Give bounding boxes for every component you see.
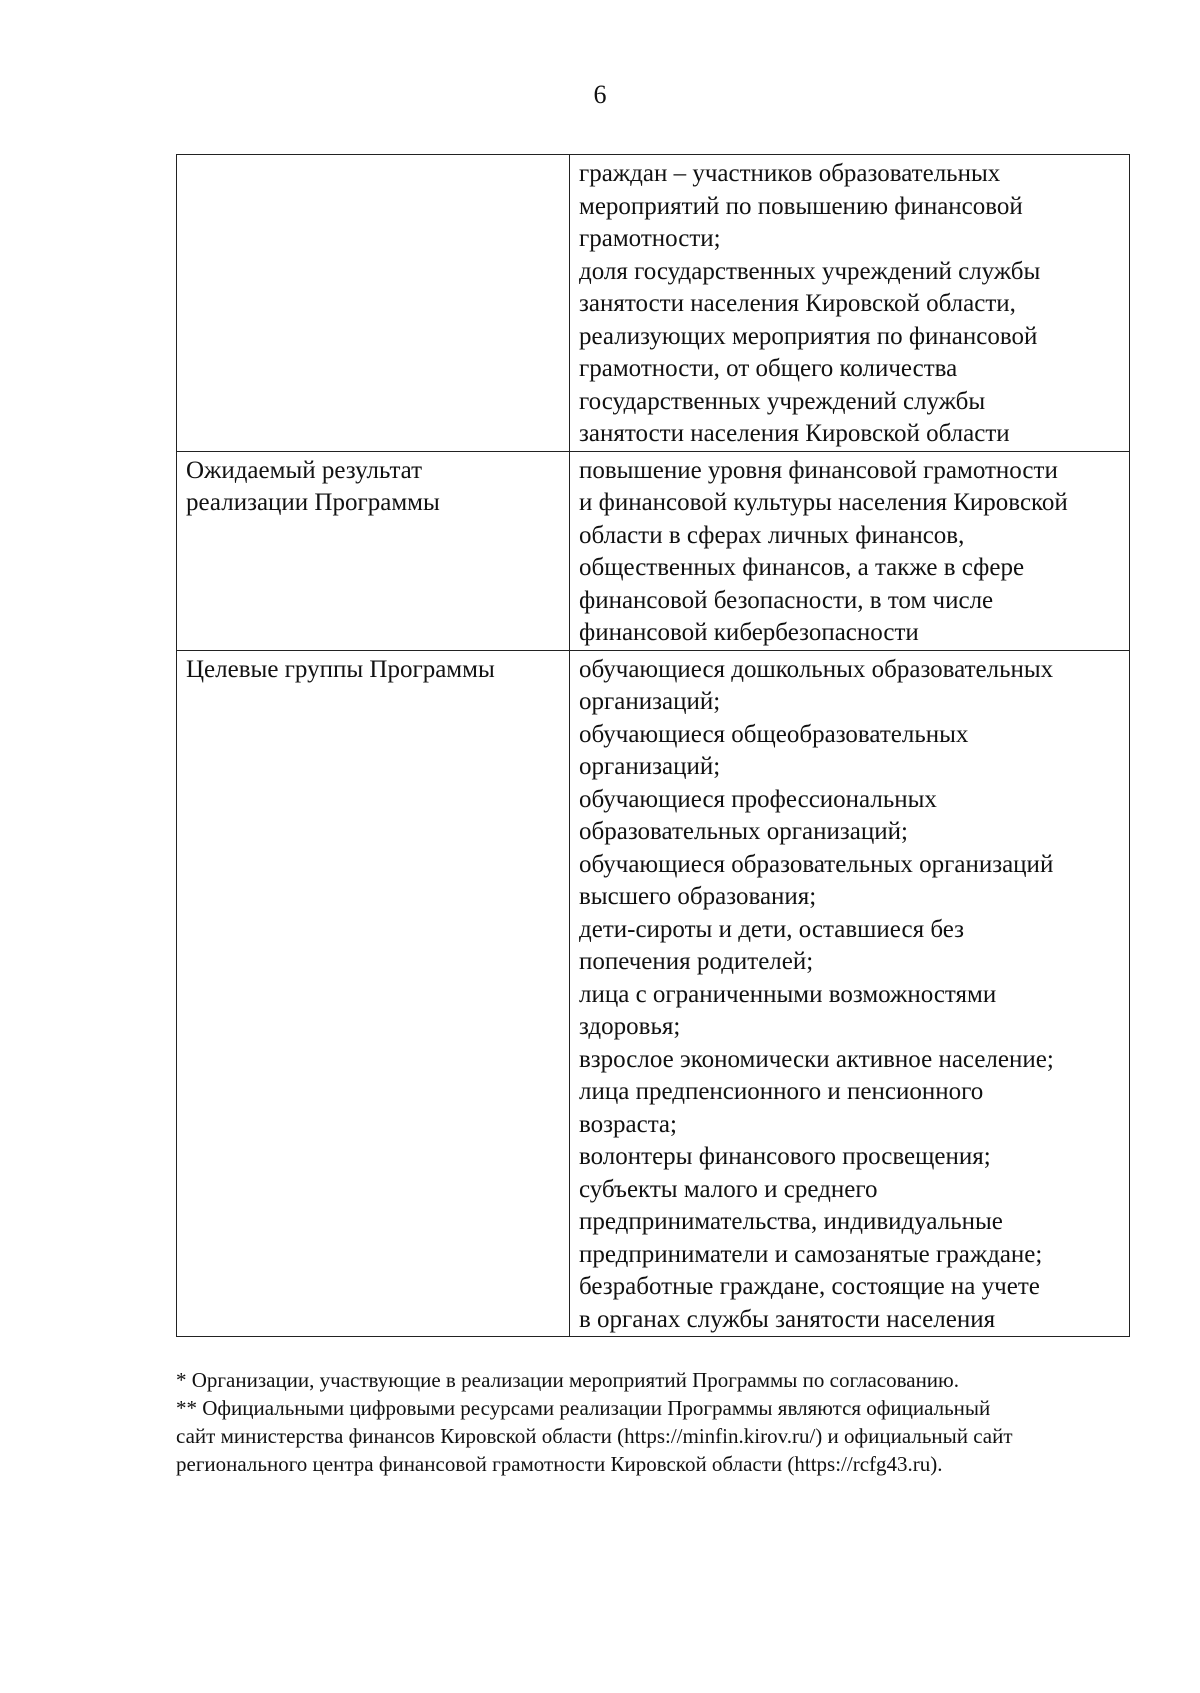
row-value-cell xyxy=(570,650,1130,1337)
cell-text-line: предприниматели и самозанятые граждане; xyxy=(579,1240,1043,1268)
cell-text-line: реализации Программы xyxy=(186,489,440,516)
cell-text-line: дети-сироты и дети, оставшиеся без xyxy=(579,915,965,943)
cell-text-line: возраста; xyxy=(579,1110,677,1138)
cell-text-line: здоровья; xyxy=(579,1013,681,1040)
cell-text-line: и финансовой культуры населения Кировской xyxy=(579,489,1068,516)
row-label-cell xyxy=(177,451,570,650)
cell-text-line: взрослое экономически активное население; xyxy=(579,1045,1054,1073)
cell-text-line: волонтеры финансового просвещения; xyxy=(579,1143,991,1170)
cell-text-line: доля государственных учреждений службы xyxy=(579,257,1041,285)
cell-text-line: граждан – участников образовательных xyxy=(579,160,1001,187)
table-row xyxy=(177,155,1130,452)
cell-text-line: безработные граждане, состоящие на учете xyxy=(579,1273,1040,1300)
footnote-line: регионального центра финансовой грамотности Кировской области (https://rcfg43.ru). xyxy=(176,1452,943,1476)
row-label-cell xyxy=(177,155,570,452)
cell-text-line: высшего образования; xyxy=(579,883,817,910)
footnote-line: * Организации, участвующие в реализации мероприятий Программы по согласованию. xyxy=(176,1368,959,1392)
cell-text-line: попечения родителей; xyxy=(579,948,814,975)
cell-text-line: лица с ограниченными возможностями xyxy=(579,980,997,1008)
row-label-cell xyxy=(177,650,570,1337)
cell-text-line: предпринимательства, индивидуальные xyxy=(579,1208,1003,1235)
cell-text-line: финансовой безопасности, в том числе xyxy=(579,586,994,614)
cell-text-line: субъекты малого и среднего xyxy=(579,1175,878,1203)
row-value-cell xyxy=(570,155,1130,452)
cell-text-line: Целевые группы Программы xyxy=(186,655,495,683)
cell-text-line: обучающиеся профессиональных xyxy=(579,785,937,813)
cell-text-line: организаций; xyxy=(579,753,721,780)
cell-text-line: Ожидаемый результат xyxy=(186,456,423,484)
cell-text-line: организаций; xyxy=(579,688,721,715)
footnotes xyxy=(176,1366,1130,1478)
page-number: 6 xyxy=(593,80,607,109)
cell-text-line: образовательных организаций; xyxy=(579,818,908,845)
cell-text-line: грамотности, от общего количества xyxy=(579,355,958,382)
cell-text-line: занятости населения Кировской области xyxy=(579,420,1010,447)
cell-text-line: области в сферах личных финансов, xyxy=(579,521,965,549)
cell-text-line: грамотности; xyxy=(579,225,721,252)
cell-text-line: обучающиеся общеобразовательных xyxy=(579,720,969,748)
cell-text-line: мероприятий по повышению финансовой xyxy=(579,192,1023,220)
cell-text-line: лица предпенсионного и пенсионного xyxy=(579,1078,984,1105)
cell-text-line: финансовой кибербезопасности xyxy=(579,619,919,646)
table-row xyxy=(177,650,1130,1337)
program-passport-table xyxy=(176,154,1130,1337)
table-row xyxy=(177,451,1130,650)
cell-text-line: обучающиеся образовательных организаций xyxy=(579,850,1054,878)
cell-text-line: обучающиеся дошкольных образовательных xyxy=(579,655,1054,683)
cell-text-line: государственных учреждений службы xyxy=(579,387,986,415)
cell-text-line: занятости населения Кировской области, xyxy=(579,290,1016,317)
cell-text-line: реализующих мероприятия по финансовой xyxy=(579,322,1038,350)
cell-text-line: общественных финансов, а также в сфере xyxy=(579,554,1025,581)
footnote-line: сайт министерства финансов Кировской области (https://minfin.kirov.ru/) и официальный сайт xyxy=(176,1424,1013,1448)
cell-text-line: в органах службы занятости населения xyxy=(579,1305,996,1333)
footnote-line: ** Официальными цифровыми ресурсами реализации Программы являются официальный xyxy=(176,1396,991,1420)
row-value-cell xyxy=(570,451,1130,650)
cell-text-line: повышение уровня финансовой грамотности xyxy=(579,456,1058,484)
